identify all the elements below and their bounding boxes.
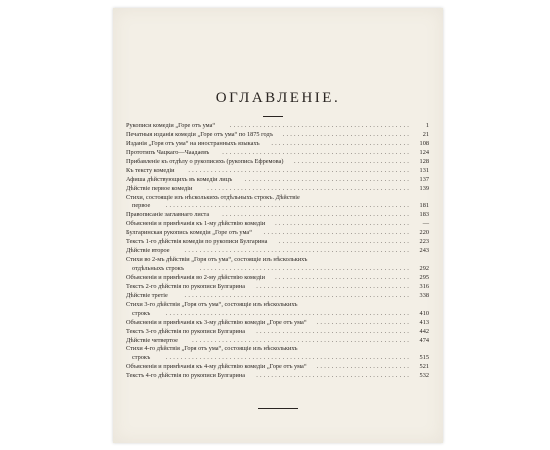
toc-row (126, 256, 429, 265)
toc-entry-continuation: строкъ (132, 354, 151, 362)
toc-entry-continuation: строкъ (132, 309, 151, 317)
toc-row (126, 363, 429, 372)
toc-page-number: 108 (419, 139, 429, 147)
toc-entry-title: Стихи 4-го дѣйствія „Горя отъ ума“, состоящіе изъ нѣсколькихъ (126, 345, 298, 353)
toc-entry-title: Текстъ 2-го дѣйствія по рукописи Булгарина (126, 282, 246, 290)
toc-entry-title: Дѣйствіе второе (126, 247, 170, 255)
toc-row (126, 167, 429, 176)
toc-page-number: — (422, 220, 429, 228)
toc-leader-dots: .................................................. (222, 211, 411, 219)
toc-row (126, 319, 429, 328)
toc-leader-dots: ......................... (316, 318, 411, 326)
toc-leader-dots: ............................................ (244, 175, 411, 183)
toc-page-number: 137 (419, 175, 429, 183)
title-divider (263, 116, 283, 117)
toc-entry-title: Стихи во 2-мъ дѣйствіи „Горя отъ ума“, состоящіе изъ нѣсколькихъ (126, 256, 308, 264)
toc-page-number: 532 (419, 372, 429, 380)
page-title: ОГЛАВЛЕНІЕ. (215, 90, 341, 106)
toc-leader-dots: ................................................ (229, 122, 411, 129)
toc-page-number: 243 (419, 247, 429, 255)
toc-entry-title: Текстъ 4-го дѣйствія по рукописи Булгарина (126, 372, 246, 380)
toc-row (126, 283, 429, 292)
toc-entry-title: Объясненія и примѣчанія къ 3-му дѣйствію комедіи „Горе отъ ума“ (126, 318, 307, 326)
toc-row (126, 310, 429, 319)
toc-page-number: 292 (419, 265, 429, 272)
toc-row (126, 202, 429, 211)
toc-page-number: 220 (419, 229, 429, 237)
toc-row (126, 301, 429, 310)
toc-row (126, 176, 429, 185)
toc-page-number: 1 (425, 122, 429, 129)
toc-leader-dots: ........................................................ (199, 265, 411, 272)
toc-leader-dots: ..................................... (271, 139, 411, 147)
bottom-divider (258, 408, 298, 409)
toc-page-number: 338 (419, 291, 429, 299)
toc-row (126, 292, 429, 301)
toc-page-number: 413 (419, 318, 429, 326)
toc-row (126, 229, 429, 238)
toc-row (126, 354, 429, 363)
toc-leader-dots: ............................................................ (184, 247, 411, 255)
toc-leader-dots: ...................................................... (207, 184, 411, 192)
toc-row (126, 211, 429, 220)
toc-leader-dots: ............................................................ (184, 291, 411, 299)
toc-leader-dots: ......................................... (256, 372, 411, 380)
toc-row (126, 265, 429, 274)
toc-entry-title: Правописаніе заглавнаго листа (126, 211, 210, 219)
toc-entry-continuation: отдѣльныхъ строкъ (132, 265, 184, 272)
toc-leader-dots: ......................................... (256, 282, 411, 290)
toc-row (126, 122, 429, 131)
toc-row (126, 238, 429, 247)
toc-page-number: 295 (419, 273, 429, 281)
toc-leader-dots: ............................... (293, 157, 411, 165)
toc-entry-title: Печатныя изданія комедіи „Горе отъ ума“ по 1875 годъ (126, 130, 273, 138)
toc-row (126, 194, 429, 203)
toc-page-number: 131 (419, 166, 429, 174)
toc-page-number: 181 (419, 202, 429, 210)
toc-entry-title: Къ тексту комедіи (126, 166, 175, 174)
toc-page-number: 223 (419, 238, 429, 246)
toc-leader-dots: .................................................. (222, 148, 411, 156)
toc-page-number: 183 (419, 211, 429, 219)
toc-page-number: 21 (422, 130, 429, 138)
toc-leader-dots: ................................................................. (165, 202, 411, 210)
toc-leader-dots: .................................. (282, 130, 411, 138)
toc-page-number: 316 (419, 282, 429, 290)
book-page (113, 8, 443, 443)
toc-entry-title: Дѣйствіе четвертое (126, 336, 178, 344)
table-of-contents (126, 122, 429, 381)
toc-leader-dots: ....................................... (263, 229, 411, 237)
toc-row (126, 337, 429, 346)
toc-leader-dots: ................................................................. (165, 309, 411, 317)
toc-entry-title: Объясненія и примѣчанія во 2-му дѣйствію комедіи (126, 273, 266, 281)
toc-leader-dots: ........................................................... (188, 166, 411, 174)
toc-entry-title: Стихи 3-го дѣйствія „Горя отъ ума“, состоящіе изъ нѣсколькихъ (126, 300, 298, 308)
toc-page-number: 139 (419, 184, 429, 192)
toc-page-number: 128 (419, 157, 429, 165)
toc-row (126, 131, 429, 140)
toc-row (126, 247, 429, 256)
toc-entry-title: Изданія „Горя отъ ума“ на иностранныхъ языкахъ (126, 139, 260, 147)
toc-entry-title: Прототипъ Чацкаго—Чаадаевъ (126, 148, 210, 156)
toc-leader-dots: ................................... (278, 238, 411, 246)
toc-row (126, 220, 429, 229)
toc-leader-dots: ......................... (316, 363, 411, 371)
toc-entry-title: Афиша дѣйствующихъ въ комедіи лицъ (126, 175, 233, 183)
toc-row (126, 274, 429, 283)
toc-leader-dots: .................................... (275, 220, 411, 228)
toc-page-number: 442 (419, 327, 429, 335)
toc-row (126, 158, 429, 167)
toc-row (126, 345, 429, 354)
toc-row (126, 185, 429, 194)
toc-entry-title: Дѣйствіе первое комедіи (126, 184, 193, 192)
toc-page-number: 410 (419, 309, 429, 317)
toc-entry-title: Стихи, состоящіе изъ нѣсколькихъ отдѣльныхъ строкъ. Дѣйствіе (126, 193, 300, 201)
toc-row (126, 372, 429, 381)
toc-page-number: 124 (419, 148, 429, 156)
toc-entry-continuation: первое (132, 202, 151, 210)
toc-entry-title: Текстъ 3-го дѣйствія по рукописи Булгарина (126, 327, 246, 335)
toc-entry-title: Объясненія и примѣчанія къ 4-му дѣйствію комедіи „Горе отъ ума“ (126, 363, 307, 371)
toc-leader-dots: .......................................................... (192, 336, 411, 344)
toc-row (126, 149, 429, 158)
toc-page-number: 521 (419, 363, 429, 371)
toc-entry-title: Дѣйствіе третіе (126, 291, 168, 299)
toc-entry-title: Прибавленіе къ отдѣлу о рукописяхъ (рукопись Ефремова) (126, 157, 284, 165)
toc-leader-dots: .................................... (275, 273, 411, 281)
toc-entry-title: Текстъ 1-го дѣйствія комедіи по рукописи Булгарина (126, 238, 268, 246)
toc-page-number: 515 (419, 354, 429, 362)
toc-row (126, 140, 429, 149)
toc-entry-title: Булгаринская рукопись комедіи „Горе отъ ума“ (126, 229, 252, 237)
toc-entry-title: Рукописи комедіи „Горе отъ ума“ (126, 122, 216, 129)
toc-page-number: 474 (419, 336, 429, 344)
toc-entry-title: Объясненія и примѣчанія къ 1-му дѣйствію комедіи (126, 220, 266, 228)
toc-row (126, 328, 429, 337)
toc-leader-dots: ......................................... (256, 327, 411, 335)
toc-leader-dots: ................................................................. (165, 354, 411, 362)
